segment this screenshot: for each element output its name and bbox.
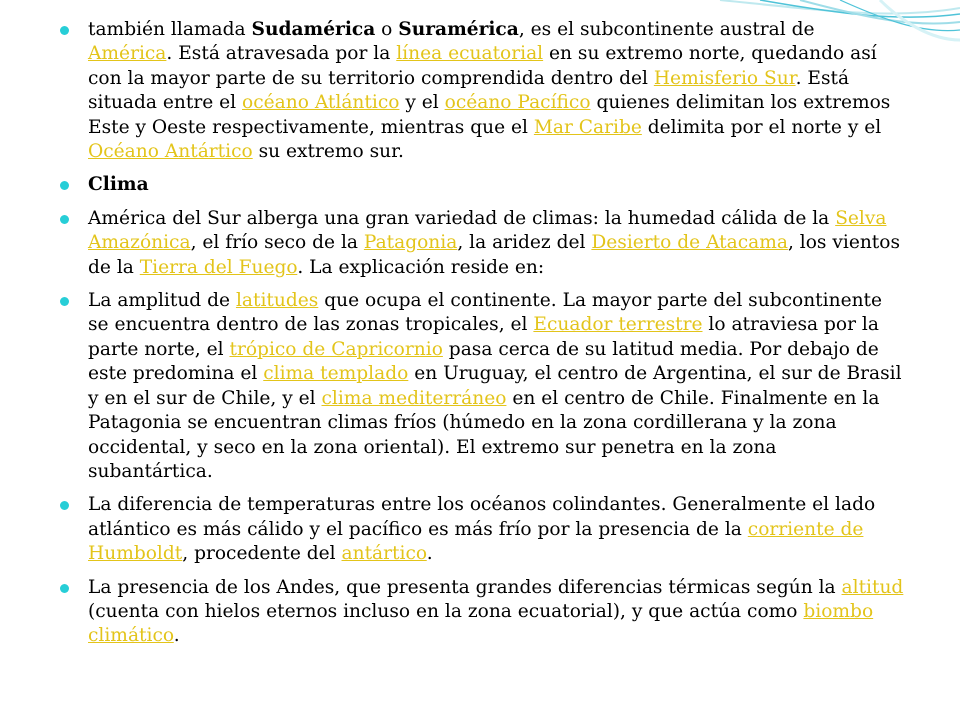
link-mar-caribe[interactable]: Mar Caribe bbox=[533, 116, 642, 138]
link-corriente-de-humboldt[interactable]: corriente de Humboldt bbox=[88, 518, 864, 565]
text: pasa cerca de su latitud media. Por debajo de este predomina el bbox=[88, 338, 879, 385]
bullet-list bbox=[58, 18, 904, 649]
bullet-icon bbox=[60, 584, 69, 593]
link-biombo-climatico[interactable]: biombo climático bbox=[88, 600, 874, 647]
list-item-oceanos bbox=[58, 493, 904, 566]
link-hemisferio-sur[interactable]: Hemisferio Sur bbox=[653, 67, 796, 89]
bullet-icon bbox=[60, 26, 69, 35]
text: que ocupa el continente. La mayor parte del subcontinente se encuentra dentro de las zonas tropicales, el bbox=[88, 290, 883, 336]
text: , procedente del bbox=[182, 543, 342, 565]
list-item-intro bbox=[58, 18, 904, 164]
bold-term-suramerica: Suramérica bbox=[398, 19, 519, 40]
link-latitudes[interactable]: latitudes bbox=[235, 290, 319, 312]
link-oceano-atlantico[interactable]: océano Atlántico bbox=[242, 92, 400, 114]
text: , los vientos de la bbox=[88, 232, 901, 278]
bold-term-sudamerica: Sudamérica bbox=[251, 19, 376, 40]
text: La presencia de los Andes, que presenta grandes diferencias térmicas según la bbox=[88, 576, 842, 598]
text: delimita por el norte y el bbox=[641, 116, 882, 138]
bullet-icon bbox=[60, 501, 69, 510]
link-desierto-de-atacama[interactable]: Desierto de Atacama bbox=[591, 232, 788, 254]
link-clima-templado[interactable]: clima templado bbox=[263, 363, 409, 385]
text: . bbox=[426, 543, 433, 565]
text: . Está situada entre el bbox=[88, 67, 850, 114]
link-ecuador-terrestre[interactable]: Ecuador terrestre bbox=[533, 314, 703, 336]
link-oceano-pacifico[interactable]: océano Pacífico bbox=[444, 92, 591, 114]
text: y el bbox=[399, 92, 445, 114]
text: en el centro de Chile. Finalmente en la Patagonia se encuentran climas fríos (húmedo en la zona cordillerana y la zona occidental, y seco en la zona oriental). El extremo sur penetra en la zona subantártica. bbox=[88, 387, 880, 482]
link-oceano-antartico[interactable]: Océano Antártico bbox=[88, 141, 253, 163]
text: , es el subcontinente austral de bbox=[518, 19, 815, 40]
bullet-icon bbox=[60, 297, 69, 306]
text: , la aridez del bbox=[457, 232, 592, 254]
link-tropico-de-capricornio[interactable]: trópico de Capricornio bbox=[229, 338, 443, 360]
link-tierra-del-fuego[interactable]: Tierra del Fuego bbox=[139, 256, 298, 278]
link-clima-mediterraneo[interactable]: clima mediterráneo bbox=[321, 387, 507, 409]
text: (cuenta con hielos eternos incluso en la zona ecuatorial), y que actúa como bbox=[88, 600, 804, 622]
text: en su extremo norte, quedando así con la mayor parte de su territorio comprendida dentro del bbox=[88, 43, 877, 89]
text: , el frío seco de la bbox=[190, 232, 364, 254]
link-linea-ecuatorial[interactable]: línea ecuatorial bbox=[396, 43, 544, 65]
slide-content bbox=[58, 18, 904, 658]
link-america[interactable]: América bbox=[88, 43, 167, 65]
text: también llamada bbox=[88, 19, 252, 40]
bullet-icon bbox=[60, 181, 69, 190]
text: . La explicación reside en: bbox=[297, 256, 545, 278]
list-item-clima-heading bbox=[58, 173, 904, 197]
text: lo atraviesa por la parte norte, el bbox=[88, 314, 879, 360]
text: su extremo sur. bbox=[252, 141, 404, 163]
text: La amplitud de bbox=[88, 290, 236, 312]
bullet-icon bbox=[60, 215, 69, 224]
text: quienes delimitan los extremos Este y Oeste respectivamente, mientras que el bbox=[88, 92, 891, 138]
list-item-andes bbox=[58, 576, 904, 649]
list-item-climas bbox=[58, 207, 904, 280]
text: América del Sur alberga una gran variedad de climas: la humedad cálida de la bbox=[88, 207, 836, 229]
text: . Está atravesada por la bbox=[166, 43, 397, 65]
link-selva-amazonica[interactable]: Selva Amazónica bbox=[88, 207, 887, 254]
link-altitud[interactable]: altitud bbox=[841, 576, 904, 598]
list-item-latitudes bbox=[58, 289, 904, 484]
link-patagonia[interactable]: Patagonia bbox=[363, 232, 458, 254]
section-heading-clima: Clima bbox=[88, 174, 149, 196]
link-antartico[interactable]: antártico bbox=[341, 543, 427, 565]
text: en Uruguay, el centro de Argentina, el sur de Brasil y en el sur de Chile, y el bbox=[88, 363, 902, 409]
text: La diferencia de temperaturas entre los océanos colindantes. Generalmente el lado atlántico es más cálido y el pacífico es más frío por la presencia de la bbox=[88, 494, 876, 540]
text: . bbox=[173, 625, 180, 647]
text: o bbox=[375, 19, 399, 40]
